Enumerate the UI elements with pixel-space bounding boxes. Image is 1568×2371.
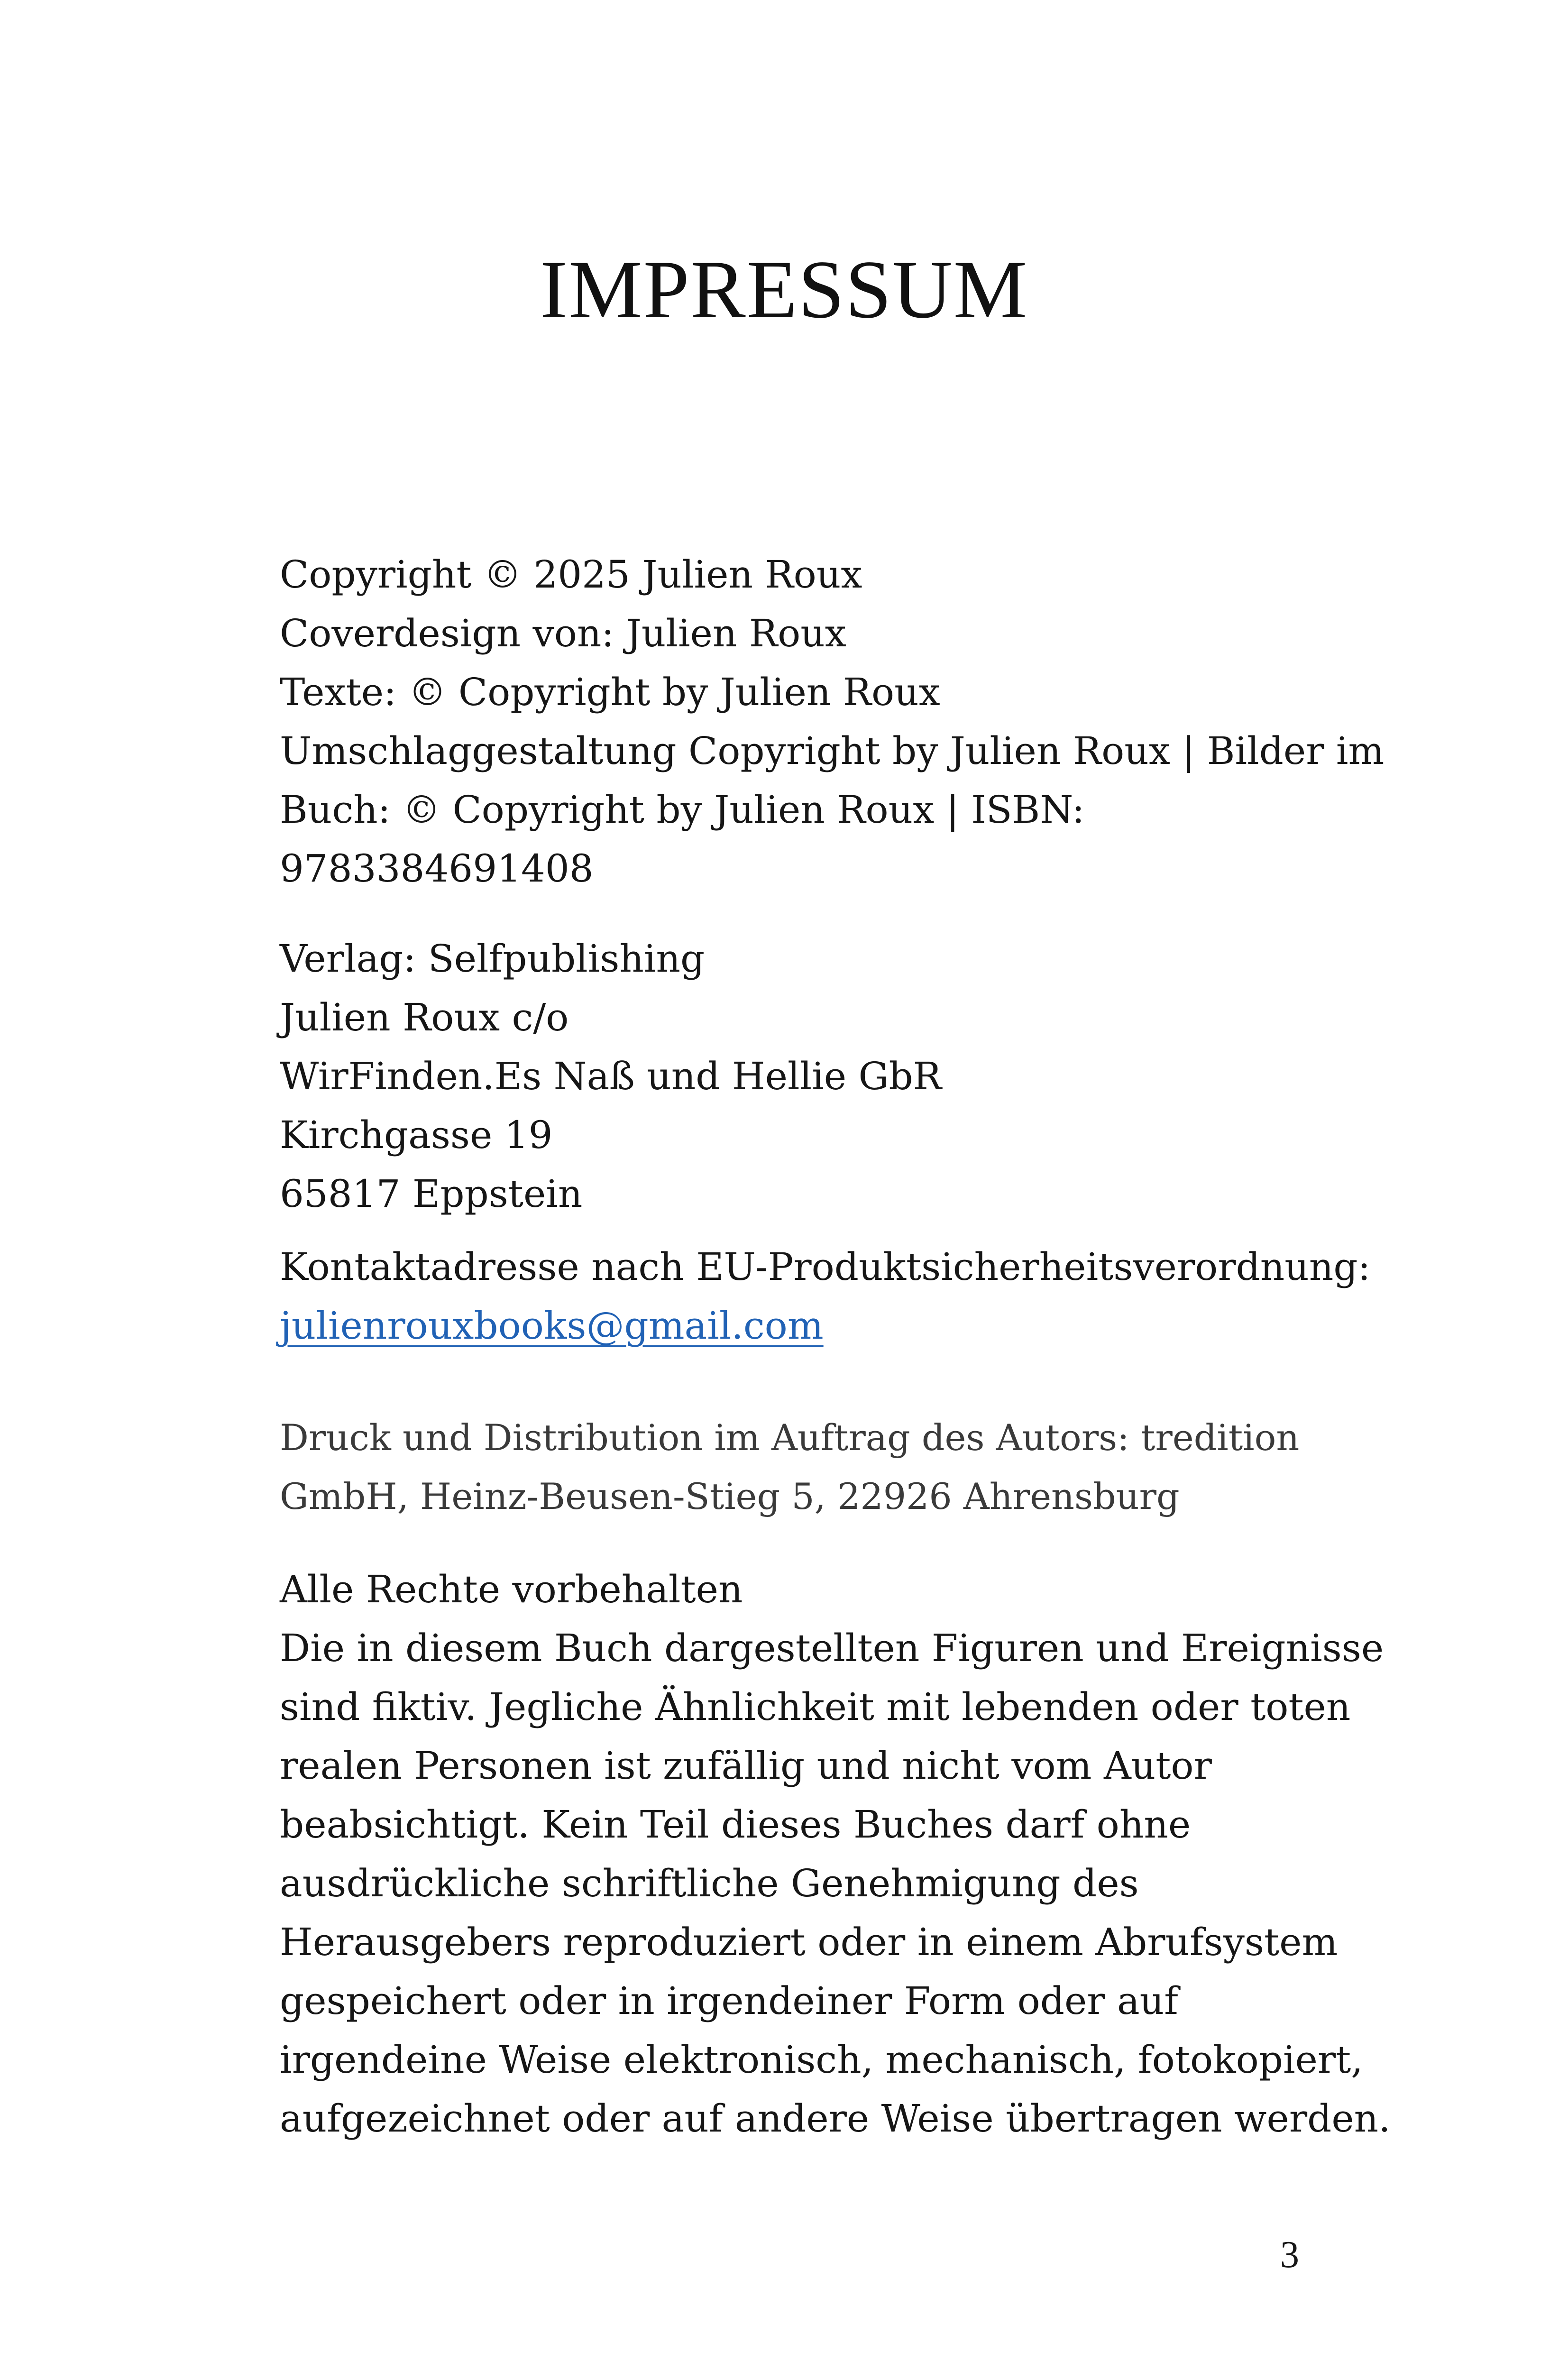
printing-line-2: GmbH, Heinz-Beusen-Stieg 5, 22926 Ahrensburg [280, 1475, 1180, 1517]
rights-text-line: realen Personen ist zufällig und nicht vom Autor [280, 1744, 1212, 1788]
cover-copyright-line: Umschlaggestaltung Copyright by Julien Roux | Bilder im [280, 729, 1385, 773]
rights-text-line: Herausgebers reproduziert oder in einem Abrufsystem [280, 1920, 1338, 1964]
images-isbn-line: Buch: © Copyright by Julien Roux | ISBN: [280, 788, 1085, 832]
rights-text-line: sind fiktiv. Jegliche Ähnlichkeit mit lebenden oder toten [280, 1685, 1351, 1729]
publisher-address-block [280, 929, 1370, 1223]
contact-email-row [280, 1296, 1370, 1355]
contact-block [280, 1238, 1370, 1355]
publisher-company-line: WirFinden.Es Naß und Hellie GbR [280, 1054, 942, 1098]
page-number: 3 [1280, 2234, 1299, 2276]
printing-distribution-block [280, 1408, 1370, 1526]
publisher-name-line: Julien Roux c/o [280, 995, 569, 1039]
publisher-city-line: 65817 Eppstein [280, 1172, 583, 1216]
coverdesign-line: Coverdesign von: Julien Roux [280, 611, 846, 655]
copyright-block [280, 545, 1385, 898]
rights-text-line: gespeichert oder in irgendeiner Form oder auf [280, 1979, 1178, 2023]
rights-text-line: aufgezeichnet oder auf andere Weise übertragen werden. [280, 2096, 1391, 2141]
rights-block [280, 1560, 1391, 2148]
printing-line-1: Druck und Distribution im Auftrag des Autors: tredition [280, 1416, 1300, 1459]
copyright-line: Copyright © 2025 Julien Roux [280, 552, 862, 597]
rights-text-line: irgendeine Weise elektronisch, mechanisch, fotokopiert, [280, 2038, 1363, 2082]
contact-email-link[interactable]: julienrouxbooks@gmail.com [280, 1304, 824, 1348]
texts-line: Texte: © Copyright by Julien Roux [280, 670, 940, 714]
rights-text-line: ausdrückliche schriftliche Genehmigung des [280, 1861, 1139, 1905]
rights-text-line: beabsichtigt. Kein Teil dieses Buches darf ohne [280, 1802, 1191, 1847]
contact-label: Kontaktadresse nach EU-Produktsicherheitsverordnung: [280, 1245, 1371, 1289]
page-title: IMPRESSUM [540, 243, 1028, 335]
rights-text-line: Die in diesem Buch dargestellten Figuren und Ereignisse [280, 1626, 1384, 1670]
rights-heading: Alle Rechte vorbehalten [280, 1567, 743, 1611]
isbn-number: 9783384691408 [280, 846, 594, 891]
publisher-line: Verlag: Selfpublishing [280, 937, 705, 981]
publisher-street-line: Kirchgasse 19 [280, 1113, 553, 1157]
